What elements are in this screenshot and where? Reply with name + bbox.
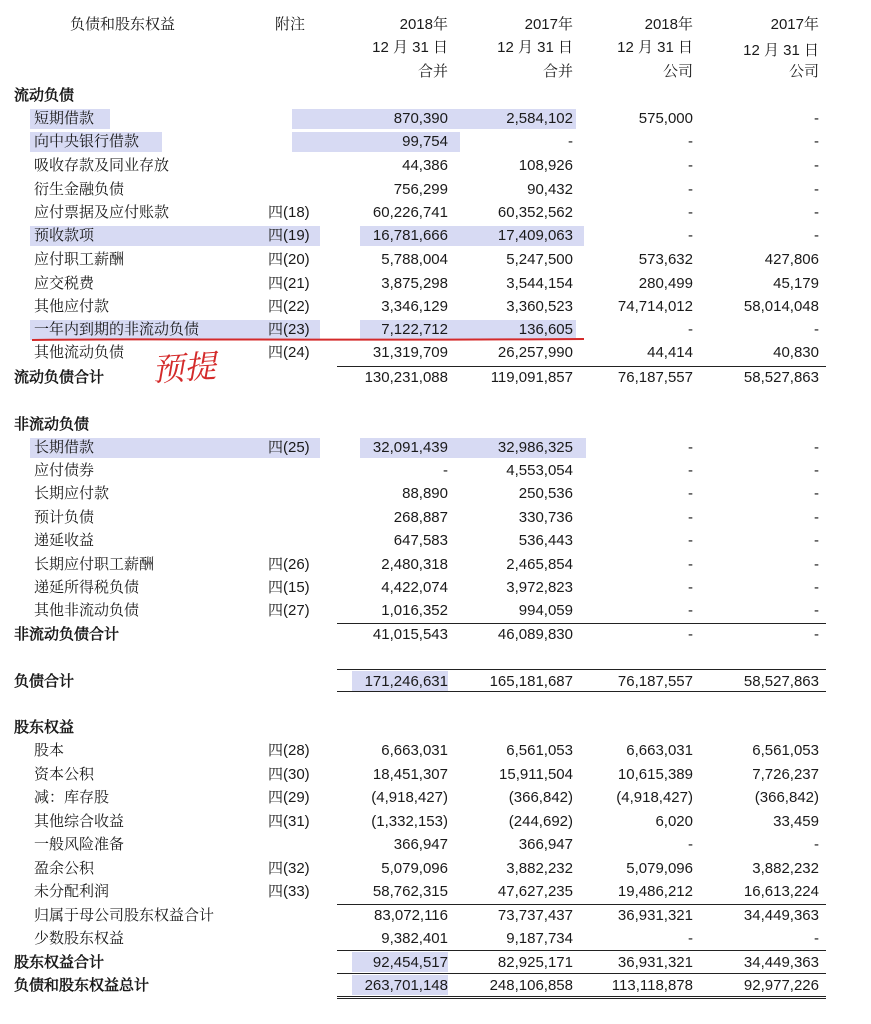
value-cell: -	[688, 133, 693, 150]
value-cell: 36,931,321	[617, 907, 693, 924]
row-note: 四(32)	[268, 860, 310, 877]
row-label: 长期应付职工薪酬	[34, 556, 155, 573]
row-label: 未分配利润	[34, 883, 110, 900]
value-cell: 113,118,878	[611, 977, 693, 994]
rule-line	[337, 669, 826, 670]
value-cell: 870,390	[393, 110, 448, 127]
value-cell: 3,346,129	[381, 298, 448, 315]
value-cell: 44,414	[647, 344, 693, 361]
row-label: 其他综合收益	[34, 813, 125, 830]
rule-line	[337, 623, 826, 624]
handwritten-annotation: 预提	[150, 346, 218, 390]
value-cell: 10,615,389	[617, 766, 693, 783]
rule-line	[337, 973, 826, 974]
value-cell: -	[814, 485, 819, 502]
value-cell: 3,882,232	[506, 860, 573, 877]
value-cell: 3,882,232	[752, 860, 819, 877]
value-cell: 366,947	[518, 836, 573, 853]
value-cell: -	[814, 321, 819, 338]
value-cell: 92,977,226	[743, 977, 819, 994]
value-cell: -	[688, 532, 693, 549]
value-cell: 32,091,439	[372, 439, 448, 456]
row-label: 向中央银行借款	[34, 133, 140, 150]
value-cell: 76,187,557	[617, 369, 693, 386]
value-cell: 3,360,523	[506, 298, 573, 315]
header-col3-year: 2018年	[644, 16, 693, 33]
value-cell: -	[568, 133, 573, 150]
value-cell: -	[688, 579, 693, 596]
header-note-column: 附注	[275, 16, 306, 33]
value-cell: -	[814, 157, 819, 174]
row-note: 四(20)	[268, 251, 310, 268]
rule-line	[337, 998, 826, 999]
row-label: 归属于母公司股东权益合计	[34, 907, 215, 924]
value-cell: 26,257,990	[497, 344, 573, 361]
total-label: 股东权益合计	[14, 954, 105, 971]
section-heading: 股东权益	[14, 719, 75, 736]
header-col2-date: 12 月 31 日	[497, 39, 573, 56]
value-cell: 7,122,712	[381, 321, 448, 338]
row-note: 四(23)	[268, 321, 310, 338]
value-cell: 6,663,031	[626, 742, 693, 759]
row-note: 四(28)	[268, 742, 310, 759]
value-cell: 32,986,325	[497, 439, 573, 456]
value-cell: 58,762,315	[372, 883, 448, 900]
section-heading: 流动负债	[14, 87, 75, 104]
row-label: 少数股东权益	[34, 930, 125, 947]
value-cell: 6,561,053	[752, 742, 819, 759]
value-cell: 6,663,031	[381, 742, 448, 759]
value-cell: 248,106,858	[489, 977, 573, 994]
value-cell: 15,911,504	[499, 766, 573, 783]
header-col3-date: 12 月 31 日	[617, 39, 693, 56]
value-cell: -	[814, 181, 819, 198]
value-cell: 280,499	[638, 275, 693, 292]
header-col1-date: 12 月 31 日	[372, 39, 448, 56]
value-cell: 647,583	[393, 532, 448, 549]
value-cell: 9,187,734	[506, 930, 573, 947]
row-label: 衍生金融负债	[34, 181, 125, 198]
value-cell: 575,000	[638, 110, 693, 127]
section-heading: 非流动负债	[14, 416, 90, 433]
value-cell: 19,486,212	[617, 883, 693, 900]
value-cell: 136,605	[518, 321, 573, 338]
value-cell: 263,701,148	[364, 977, 448, 994]
row-label: 预收款项	[34, 227, 95, 244]
value-cell: -	[688, 157, 693, 174]
value-cell: -	[814, 439, 819, 456]
value-cell: 6,020	[655, 813, 693, 830]
row-note: 四(29)	[268, 789, 310, 806]
value-cell: -	[688, 181, 693, 198]
row-label: 长期借款	[34, 439, 95, 456]
row-label: 应交税费	[34, 275, 95, 292]
value-cell: 60,226,741	[372, 204, 448, 221]
value-cell: -	[814, 626, 819, 643]
value-cell: -	[814, 836, 819, 853]
value-cell: 31,319,709	[372, 344, 448, 361]
value-cell: -	[688, 462, 693, 479]
value-cell: 1,016,352	[381, 602, 448, 619]
value-cell: 17,409,063	[497, 227, 573, 244]
row-label: 应付票据及应付账款	[34, 204, 170, 221]
value-cell: 3,875,298	[381, 275, 448, 292]
row-label: 一年内到期的非流动负债	[34, 321, 200, 338]
value-cell: 44,386	[402, 157, 448, 174]
total-label: 非流动负债合计	[14, 626, 120, 643]
value-cell: 5,788,004	[381, 251, 448, 268]
value-cell: 9,382,401	[381, 930, 448, 947]
total-label: 流动负债合计	[14, 369, 105, 386]
value-cell: 171,246,631	[364, 673, 448, 690]
value-cell: -	[814, 579, 819, 596]
value-cell: 165,181,687	[489, 673, 573, 690]
value-cell: (244,692)	[508, 813, 573, 830]
value-cell: -	[688, 439, 693, 456]
row-label: 递延所得税负债	[34, 579, 140, 596]
row-label: 一般风险准备	[34, 836, 125, 853]
value-cell: 82,925,171	[497, 954, 573, 971]
value-cell: 40,830	[773, 344, 819, 361]
row-label: 减：库存股	[34, 789, 110, 806]
header-col1-scope: 合并	[417, 63, 448, 80]
value-cell: -	[814, 930, 819, 947]
value-cell: 16,613,224	[743, 883, 819, 900]
value-cell: -	[688, 321, 693, 338]
value-cell: 7,726,237	[752, 766, 819, 783]
value-cell: 573,632	[638, 251, 693, 268]
value-cell: 268,887	[393, 509, 448, 526]
value-cell: -	[688, 626, 693, 643]
value-cell: -	[688, 204, 693, 221]
value-cell: -	[688, 509, 693, 526]
row-note: 四(18)	[268, 204, 310, 221]
value-cell: 36,931,321	[617, 954, 693, 971]
total-label: 负债合计	[14, 673, 75, 690]
value-cell: 3,972,823	[506, 579, 573, 596]
header-col4-date: 12 月 31 日	[743, 42, 819, 59]
row-label: 其他流动负债	[34, 344, 125, 361]
value-cell: 5,247,500	[506, 251, 573, 268]
value-cell: 34,449,363	[743, 907, 819, 924]
rule-line	[337, 366, 826, 367]
value-cell: 58,014,048	[743, 298, 819, 315]
value-cell: 4,422,074	[381, 579, 448, 596]
value-cell: 58,527,863	[743, 673, 819, 690]
value-cell: -	[688, 485, 693, 502]
red-underline-mark	[28, 334, 588, 346]
row-note: 四(15)	[268, 579, 310, 596]
value-cell: -	[814, 204, 819, 221]
value-cell: 74,714,012	[617, 298, 693, 315]
value-cell: 4,553,054	[506, 462, 573, 479]
value-cell: 2,465,854	[506, 556, 573, 573]
header-col4-scope: 公司	[788, 63, 819, 80]
value-cell: 2,584,102	[506, 110, 573, 127]
value-cell: 34,449,363	[743, 954, 819, 971]
value-cell: -	[688, 836, 693, 853]
value-cell: (366,842)	[754, 789, 819, 806]
row-note: 四(33)	[268, 883, 310, 900]
rule-line	[337, 950, 826, 951]
value-cell: 33,459	[773, 813, 819, 830]
value-cell: 536,443	[518, 532, 573, 549]
row-note: 四(25)	[268, 439, 310, 456]
value-cell: 130,231,088	[364, 369, 448, 386]
value-cell: 47,627,235	[497, 883, 573, 900]
value-cell: -	[443, 462, 448, 479]
row-label: 应付债券	[34, 462, 95, 479]
header-col1-year: 2018年	[399, 16, 448, 33]
row-note: 四(30)	[268, 766, 310, 783]
value-cell: -	[814, 556, 819, 573]
value-cell: -	[688, 602, 693, 619]
row-label: 应付职工薪酬	[34, 251, 125, 268]
row-label: 其他应付款	[34, 298, 110, 315]
value-cell: 60,352,562	[497, 204, 573, 221]
value-cell: 250,536	[518, 485, 573, 502]
value-cell: 6,561,053	[506, 742, 573, 759]
value-cell: -	[814, 532, 819, 549]
row-note: 四(27)	[268, 602, 310, 619]
value-cell: 366,947	[393, 836, 448, 853]
row-label: 资本公积	[34, 766, 95, 783]
row-note: 四(19)	[268, 227, 310, 244]
header-col4-year: 2017年	[770, 16, 819, 33]
row-note: 四(22)	[268, 298, 310, 315]
rule-line	[337, 691, 826, 692]
value-cell: (4,918,427)	[616, 789, 693, 806]
row-label: 吸收存款及同业存放	[34, 157, 170, 174]
value-cell: 58,527,863	[743, 369, 819, 386]
rule-line	[337, 996, 826, 997]
row-note: 四(31)	[268, 813, 310, 830]
value-cell: 16,781,666	[372, 227, 448, 244]
value-cell: 330,736	[518, 509, 573, 526]
value-cell: -	[814, 602, 819, 619]
row-label: 其他非流动负债	[34, 602, 140, 619]
value-cell: (4,918,427)	[371, 789, 448, 806]
row-label: 短期借款	[34, 110, 95, 127]
value-cell: 45,179	[773, 275, 819, 292]
value-cell: 427,806	[764, 251, 819, 268]
row-label: 递延收益	[34, 532, 95, 549]
row-label: 预计负债	[34, 509, 95, 526]
value-cell: -	[814, 133, 819, 150]
value-cell: -	[688, 227, 693, 244]
value-cell: 83,072,116	[374, 907, 448, 924]
value-cell: 46,089,830	[497, 626, 573, 643]
value-cell: -	[814, 227, 819, 244]
row-note: 四(24)	[268, 344, 310, 361]
value-cell: 90,432	[527, 181, 573, 198]
header-col2-scope: 合并	[542, 63, 573, 80]
header-item-column: 负债和股东权益	[70, 16, 176, 33]
value-cell: 3,544,154	[506, 275, 573, 292]
value-cell: 5,079,096	[626, 860, 693, 877]
value-cell: -	[688, 556, 693, 573]
value-cell: 73,737,437	[497, 907, 573, 924]
value-cell: 99,754	[402, 133, 448, 150]
row-label: 股本	[34, 742, 65, 759]
value-cell: (1,332,153)	[371, 813, 448, 830]
row-label: 盈余公积	[34, 860, 95, 877]
value-cell: 108,926	[518, 157, 573, 174]
value-cell: 994,059	[518, 602, 573, 619]
value-cell: 76,187,557	[617, 673, 693, 690]
value-cell: 756,299	[393, 181, 448, 198]
value-cell: -	[814, 110, 819, 127]
value-cell: (366,842)	[508, 789, 573, 806]
row-label: 长期应付款	[34, 485, 110, 502]
value-cell: 119,091,857	[490, 369, 573, 386]
value-cell: -	[814, 509, 819, 526]
value-cell: 18,451,307	[372, 766, 448, 783]
row-note: 四(21)	[268, 275, 310, 292]
row-note: 四(26)	[268, 556, 310, 573]
value-cell: -	[688, 930, 693, 947]
total-label: 负债和股东权益总计	[14, 977, 150, 994]
value-cell: 92,454,517	[372, 954, 448, 971]
value-cell: 5,079,096	[381, 860, 448, 877]
rule-line	[337, 904, 826, 905]
value-cell: 88,890	[402, 485, 448, 502]
header-col2-year: 2017年	[524, 16, 573, 33]
value-cell: 2,480,318	[381, 556, 448, 573]
value-cell: -	[814, 462, 819, 479]
value-cell: 41,015,543	[372, 626, 448, 643]
header-col3-scope: 公司	[662, 63, 693, 80]
